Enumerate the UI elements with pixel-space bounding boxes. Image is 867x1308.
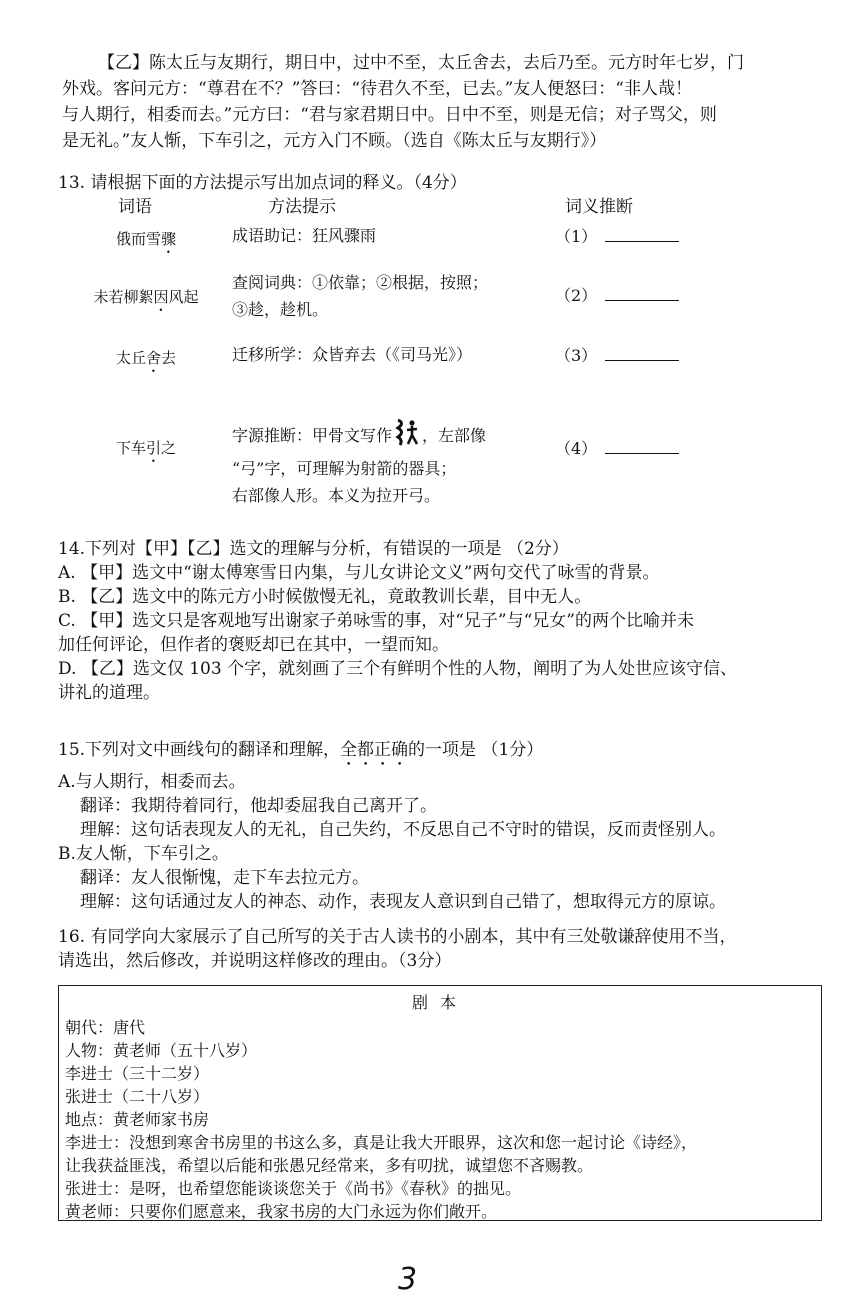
q13-row4-method xyxy=(232,417,532,509)
q14-option-c[interactable]: C. 【甲】选文只是客观地写出谢家子弟咏雪的事，对“兄子”与“兄女”的两个比喻并未 xyxy=(58,611,694,631)
q15-a-understanding: 理解：这句话表现友人的无礼，自己失约，不反思自己不守时的错误，反而责怪别人。 xyxy=(80,820,726,840)
script-line: 李进士（三十二岁） xyxy=(65,1064,210,1083)
q16-line: 16. 有同学向大家展示了自己所写的关于古人读书的小剧本，其中有三处敬谦辞使用不当， xyxy=(58,927,737,947)
q13-row2-word: 未若柳絮因风起 xyxy=(93,288,199,306)
q13-row1-word: 俄而雪骤 xyxy=(115,230,177,248)
answer-blank[interactable] xyxy=(605,227,679,242)
q13-row3-method xyxy=(232,341,532,368)
script-line: 张进士：是呀，也希望您能谈谈您关于《尚书》《春秋》的拙见。 xyxy=(65,1179,522,1198)
q15-option-b[interactable]: B.友人惭，下车引之。 xyxy=(58,844,229,864)
script-line: 地点：黄老师家书房 xyxy=(65,1110,210,1129)
q14-option-c-cont: 加任何评论，但作者的褒贬却已在其中，一望而知。 xyxy=(58,635,449,655)
method-line: 迁移所学：众皆弃去（《司马光》） xyxy=(232,345,473,364)
method-line: 字源推断：甲骨文写作 ，左部像 xyxy=(232,417,532,455)
q13-answer-1[interactable]: （1） xyxy=(555,224,679,247)
q16 xyxy=(58,925,813,973)
passage-yi xyxy=(62,50,817,154)
script-line: 朝代：唐代 xyxy=(65,1018,146,1037)
q14-option-d-cont: 讲礼的道理。 xyxy=(58,683,160,703)
q15-b-translation: 翻译：友人很惭愧，走下车去拉元方。 xyxy=(80,868,369,888)
page-number: 3 xyxy=(398,1262,418,1297)
q13-answer-4[interactable]: （4） xyxy=(555,436,679,459)
answer-blank[interactable] xyxy=(605,346,679,361)
q13-answer-2[interactable]: （2） xyxy=(555,283,679,306)
q13-title-text: 13. 请根据下面的方法提示写出加点词的释义。（4分） xyxy=(58,173,467,193)
script-line: 让我获益匪浅，希望以后能和张愚兄经常来，多有叨扰，诚望您不吝赐教。 xyxy=(65,1156,594,1175)
q16-line: 请选出，然后修改，并说明这样修改的理由。（3分） xyxy=(58,951,452,971)
method-line: 成语助记：狂风骤雨 xyxy=(232,226,377,245)
method-line: 右部像人形。本义为拉开弓。 xyxy=(232,486,441,505)
q14-option-b[interactable]: B. 【乙】选文中的陈元方小时候傲慢无礼，竟敢教训长辈，目中无人。 xyxy=(58,587,592,607)
q14-option-a[interactable]: A. 【甲】选文中“谢太傅寒雪日内集，与儿女讲论文义”两句交代了咏雪的背景。 xyxy=(58,563,660,583)
answer-blank[interactable] xyxy=(605,286,679,301)
q13-row3-word: 太丘舍去 xyxy=(115,349,177,367)
script-line: 李进士：没想到寒舍书房里的书这么多，真是让我大开眼界，这次和您一起讨论《诗经》， xyxy=(65,1133,698,1152)
method-line: “弓”字，可理解为射箭的器具； xyxy=(232,459,457,478)
q13-row2-method xyxy=(232,269,532,323)
passage-line: 是无礼。”友人惭，下车引之，元方入门不顾。（选自《陈太丘与友期行》） xyxy=(62,131,607,151)
q15-a-translation: 翻译：我期待着同行，他却委屈我自己离开了。 xyxy=(80,796,437,816)
script-line: 张进士（二十八岁） xyxy=(65,1087,210,1106)
q13-header-meaning: 词义推断 xyxy=(565,197,633,217)
passage-line: 【乙】陈太丘与友期行，期日中，过中不至，太丘舍去，去后乃至。元方时年七岁，门 xyxy=(98,53,744,73)
method-line: ③趁，趁机。 xyxy=(232,300,329,319)
q15-option-a[interactable]: A.与人期行，相委而去。 xyxy=(58,772,246,792)
script-line: 黄老师：只要你们愿意来，我家书房的大门永远为你们敞开。 xyxy=(65,1202,498,1221)
q15-b-understanding: 理解：这句话通过友人的神态、动作，表现友人意识到自己错了，想取得元方的原谅。 xyxy=(80,892,726,912)
q15-title: 15.下列对文中画线句的翻译和理解，全都正确的一项是 （1分） xyxy=(58,740,544,760)
passage-line: 与人期行，相委而去。”元方曰：“君与家君期日中。日中不至，则是无信；对子骂父，则 xyxy=(62,105,717,125)
q13-title xyxy=(58,170,813,196)
q13-row1-method xyxy=(232,222,532,249)
script-box xyxy=(58,985,822,1221)
passage-line: 外戏。客问元方：“尊君在不？”答曰：“待君久不至，已去。”友人便怒曰：“非人哉！ xyxy=(62,79,692,99)
script-line: 人物：黄老师（五十八岁） xyxy=(65,1041,258,1060)
q13-row4-word: 下车引之 xyxy=(115,439,177,457)
answer-blank[interactable] xyxy=(605,439,679,454)
q13-header-word: 词语 xyxy=(118,197,152,217)
q14-option-d[interactable]: D. 【乙】选文仅 103 个字，就刻画了三个有鲜明个性的人物，阐明了为人处世应该守信、 xyxy=(58,659,738,679)
q14 xyxy=(58,537,813,705)
script-title: 剧本 xyxy=(411,993,468,1012)
q15 xyxy=(58,738,813,914)
q13-answer-3[interactable]: （3） xyxy=(555,343,679,366)
q13-header-method: 方法提示 xyxy=(268,197,336,217)
q14-title: 14.下列对【甲】【乙】选文的理解与分析，有错误的一项是 （2分） xyxy=(58,539,569,559)
script-body xyxy=(65,1016,815,1223)
oracle-bone-glyph-icon xyxy=(394,417,420,455)
method-line: 查阅词典：①依靠；②根据，按照； xyxy=(232,273,489,292)
